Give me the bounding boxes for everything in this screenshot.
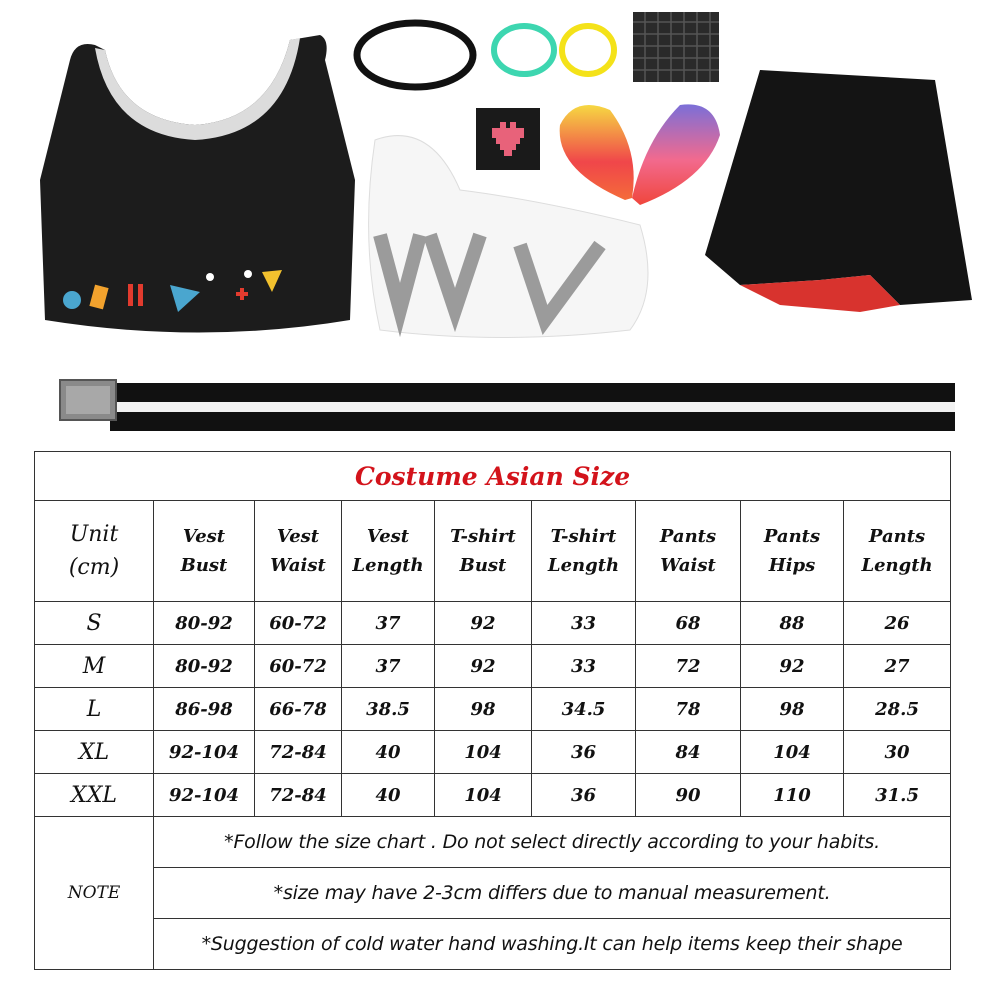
note-row [35, 919, 951, 970]
green-wristband [494, 26, 554, 74]
table-cell: 33 [532, 602, 636, 645]
column-header: Pants Hips [741, 501, 844, 602]
table-cell: 30 [844, 731, 951, 774]
table-cell: 31.5 [844, 774, 951, 817]
fishnet-item [633, 12, 719, 82]
column-header: T-shirt Length [532, 501, 636, 602]
note-text: *Follow the size chart . Do not select directly according to your habits. [154, 817, 951, 868]
table-cell: 98 [435, 688, 532, 731]
table-cell: 38.5 [342, 688, 435, 731]
table-cell: 84 [636, 731, 741, 774]
column-header: T-shirt Bust [435, 501, 532, 602]
choker-item [357, 23, 473, 87]
table-cell: 37 [342, 645, 435, 688]
yellow-wristband [562, 26, 614, 74]
table-cell: 60-72 [255, 602, 342, 645]
table-row [35, 645, 951, 688]
table-cell: 80-92 [154, 602, 255, 645]
heart-patch-item [476, 108, 540, 170]
table-cell: 92 [435, 602, 532, 645]
header-row [35, 501, 951, 602]
table-cell: 104 [435, 774, 532, 817]
table-cell: 72-84 [255, 731, 342, 774]
table-cell: 98 [741, 688, 844, 731]
table-cell: 40 [342, 731, 435, 774]
column-header: Vest Bust [154, 501, 255, 602]
note-text: *Suggestion of cold water hand washing.It can help items keep their shape [154, 919, 951, 970]
size-label: L [35, 688, 154, 731]
table-cell: 66-78 [255, 688, 342, 731]
belt-item [60, 380, 955, 431]
table-cell: 68 [636, 602, 741, 645]
size-label: XL [35, 731, 154, 774]
note-label: NOTE [35, 817, 154, 970]
table-cell: 34.5 [532, 688, 636, 731]
column-header: Pants Waist [636, 501, 741, 602]
size-label: S [35, 602, 154, 645]
column-header: Pants Length [844, 501, 951, 602]
size-label: M [35, 645, 154, 688]
table-cell: 92-104 [154, 774, 255, 817]
table-cell: 88 [741, 602, 844, 645]
table-row [35, 731, 951, 774]
table-cell: 33 [532, 645, 636, 688]
table-cell: 36 [532, 731, 636, 774]
table-row [35, 688, 951, 731]
table-cell: 26 [844, 602, 951, 645]
table-cell: 92 [741, 645, 844, 688]
unit-header: Unit (cm) [35, 501, 154, 602]
column-header: Vest Waist [255, 501, 342, 602]
note-text: *size may have 2-3cm differs due to manual measurement. [154, 868, 951, 919]
table-row [35, 602, 951, 645]
table-cell: 27 [844, 645, 951, 688]
table-cell: 36 [532, 774, 636, 817]
table-cell: 72-84 [255, 774, 342, 817]
table-title-cell [35, 452, 951, 501]
table-cell: 72 [636, 645, 741, 688]
size-label: XXL [35, 774, 154, 817]
table-cell: 104 [741, 731, 844, 774]
table-cell: 78 [636, 688, 741, 731]
table-cell: 92 [435, 645, 532, 688]
vest-item [40, 35, 355, 333]
table-cell: 92-104 [154, 731, 255, 774]
table-cell: 80-92 [154, 645, 255, 688]
table-cell: 90 [636, 774, 741, 817]
size-chart-table [34, 451, 951, 970]
gradient-cape-item [560, 104, 720, 205]
shorts-item [705, 70, 972, 312]
product-photo [0, 0, 1000, 440]
column-header: Vest Length [342, 501, 435, 602]
note-row [35, 817, 951, 868]
table-row [35, 774, 951, 817]
table-cell: 110 [741, 774, 844, 817]
table-cell: 40 [342, 774, 435, 817]
note-row [35, 868, 951, 919]
table-cell: 86-98 [154, 688, 255, 731]
table-title: Costume Asian Size [354, 461, 631, 491]
table-cell: 37 [342, 602, 435, 645]
table-cell: 28.5 [844, 688, 951, 731]
table-cell: 60-72 [255, 645, 342, 688]
table-cell: 104 [435, 731, 532, 774]
